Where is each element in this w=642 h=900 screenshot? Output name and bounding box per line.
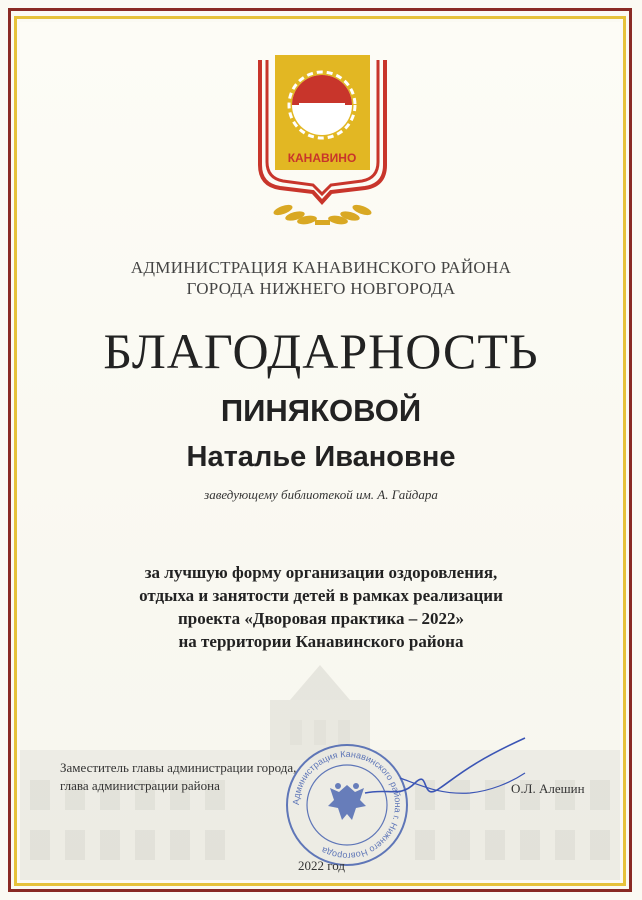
reason-line: на территории Канавинского района xyxy=(178,632,464,651)
emblem-label: КАНАВИНО xyxy=(287,151,357,165)
header-line-1: АДМИНИСТРАЦИЯ КАНАВИНСКОГО РАЙОНА xyxy=(130,258,512,277)
reason-line: проекта «Дворовая практика – 2022» xyxy=(177,609,465,628)
page-title: БЛАГОДАРНОСТЬ xyxy=(103,323,539,379)
stamp-text: Администрация Канавинского района г. Нижнего Новгорода xyxy=(290,748,404,862)
recipient-surname: ПИНЯКОВОЙ xyxy=(220,393,422,428)
signatory-title-line-2: глава администрации района xyxy=(60,778,220,793)
header-line-2: ГОРОДА НИЖНЕГО НОВГОРОДА xyxy=(186,279,456,298)
reason-line: за лучшую форму организации оздоровления, xyxy=(144,563,498,582)
kanavino-coat-of-arms-icon xyxy=(255,50,390,235)
recipient-names: Наталье Ивановне xyxy=(186,441,456,473)
signatory-title-line-1: Заместитель главы администрации города, xyxy=(60,760,297,775)
reason-line: отдыха и занятости детей в рамках реализации xyxy=(139,586,503,605)
issue-year: 2022 год xyxy=(298,858,345,873)
handwritten-signature xyxy=(360,733,530,813)
signatory-name: О.Л. Алешин xyxy=(511,781,585,796)
recipient-position: заведующему библиотекой им. А. Гайдара xyxy=(204,487,438,502)
